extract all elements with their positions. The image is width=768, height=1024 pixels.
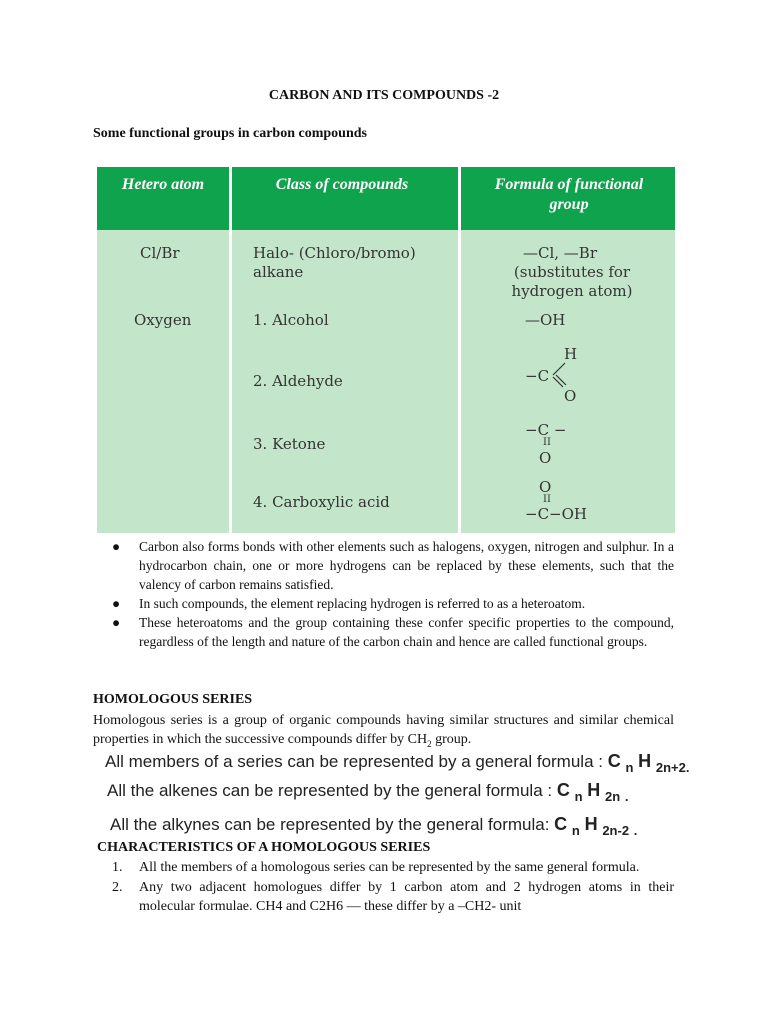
formula-halo: —Cl, —Br [523,244,598,262]
list-item: ● These heteroatoms and the group containing these confer specific properties to the compound, regardless of the length and nature of the carbon chain and hence are called functional groups. [112,615,674,649]
bullet-icon: ● [112,615,121,630]
formula-aldehyde-o: O [564,387,577,405]
header-class: Class of compounds [275,176,409,193]
cell-hetero-oxygen: Oxygen [134,311,192,329]
header-formula: Formula of functional group [494,176,644,213]
characteristics-heading: CHARACTERISTICS OF A HOMOLOGOUS SERIES [97,840,431,855]
list-item: 2. Any two adjacent homologues differ by 1 carbon atom and 2 hydrogen atoms in their molecular formulae. CH4 and C2H6 — these differ by a –CH2- unit [112,880,674,914]
characteristics-list [112,858,674,917]
general-formula-alkenes: All the alkenes can be represented by the general formula : C $_n$ H $_{2n}$ $_.$ [107,780,629,804]
functional-groups-table [97,167,675,533]
general-formula-alkynes: All the alkynes can be represented by the general formula: C $_n$ H $_{2n-2}$ $_.$ [110,814,638,838]
list-item: ● In such compounds, the element replacing hydrogen is referred to as a heteroatom. [112,596,586,611]
section-subtitle: Some functional groups in carbon compounds [93,126,367,141]
formula-ketone-o: O [539,449,552,467]
formula-aldehyde-c: −C [525,367,550,385]
cell-class-alcohol: 1. Alcohol [253,311,329,329]
formula-aldehyde-h: H [564,345,578,363]
cell-class-carboxylic: 4. Carboxylic acid [253,493,390,511]
bullet-icon: ● [112,596,121,611]
page-title: CARBON AND ITS COMPOUNDS -2 [268,88,500,103]
list-item: ● Carbon also forms bonds with other elements such as halogens, oxygen, nitrogen and sulphur. In a hydrocarbon chain, one or more hydrogens can be replaced by these elements, such that the valency of carbon remains satisfied. [112,539,674,592]
cell-class-ketone: 3. Ketone [253,435,326,453]
cell-class-haloalkane: Halo- (Chloro/bromo) alkane [253,244,416,281]
formula-alcohol: —OH [525,311,566,329]
formula-carboxylic-c: −C−OH [525,505,587,523]
list-item: 1. All the members of a homologous series can be represented by the same general formula. [112,860,640,875]
bullet-list [112,537,674,651]
formula-halo-note: (substitutes for hydrogen atom) [511,263,633,300]
homologous-heading: HOMOLOGOUS SERIES [93,692,253,707]
cell-hetero-clbr: Cl/Br [140,244,180,262]
column-divider [458,167,461,533]
homologous-definition: Homologous series is a group of organic compounds having similar structures and similar chemical properties in which the successive compounds differ by $CH_2$ group. [93,713,674,749]
formula-ketone-c: −C − [525,421,567,439]
formula-carboxylic-bond: II [543,494,551,505]
column-divider [229,167,232,533]
general-formula-alkanes: All members of a series can be represented by a general formula : C $_n$ H $_{2n+2.}$ [105,751,690,775]
bullet-icon: ● [112,539,121,554]
formula-ketone-bond: II [543,437,551,448]
formula-carboxylic-o: O [539,478,552,496]
header-hetero-atom: Hetero atom [121,176,205,193]
cell-class-aldehyde: 2. Aldehyde [253,372,343,390]
